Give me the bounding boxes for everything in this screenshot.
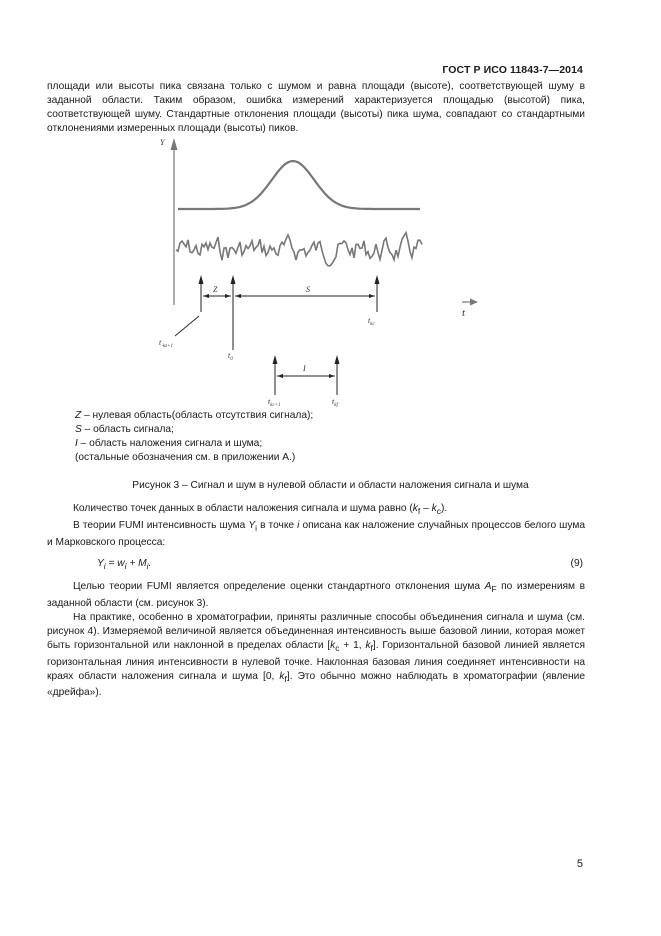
figure-legend [75,409,313,465]
arrow-t-kf [335,355,340,364]
legend-item-i: I – область наложения сигнала и шума; [75,437,263,449]
formula-9: $Y_i = w_i + M_i$. [97,558,152,572]
label-t-kf: $t_{kf}$ [332,397,338,408]
arrow-t0 [231,275,236,284]
body-paragraphs-1 [47,502,585,550]
paragraph-fumi-goal: Целью теории FUMI является определение оценки стандартного отклонения шума $A_F$ по измерениям в заданной области (см. рисунок 3). [47,581,585,609]
arrow-t-kc [375,275,380,284]
intro-paragraph: площади или высоты пика связана только с шумом и равна площади (высоте), соответствующей шуму в заданной области. Таким образом, ошибка измерений характеризуется площадью (высотой) пика, соответствующей шуму. Стандартные отклонения площади (высоты) пика шума, совпадают со стандартными отклонениями измеренных площади (высоты) пиков. [47,81,585,134]
arrow-t-kz1 [199,275,204,284]
label-t-kc1: $t_{kc+1}$ [268,397,281,408]
label-t-kz1: $t_{-kz+1}$ [159,338,173,349]
z-label: Z [213,285,218,294]
body-paragraphs-2 [47,580,585,700]
signal-curve [178,161,420,209]
figure-caption: Рисунок 3 – Сигнал и шум в нулевой области и области наложения сигнала и шума [132,480,529,491]
arrow-t-kc1 [273,355,278,364]
noise-trace [176,233,422,266]
y-axis-arrow [171,138,178,150]
t-axis-label: t [462,307,466,319]
paragraph-points-count: Количество точек данных в области наложения сигнала и шума равно $(k_f - k_c)$. [73,503,448,517]
legend-note: (остальные обозначения см. в приложении А.) [75,451,296,463]
page-number: 5 [576,858,583,870]
legend-item-s: S – область сигнала; [75,423,174,435]
paragraph-baseline: На практике, особенно в хроматографии, приняты различные способы объединения сигнала и шума (см. рисунок 4). Измеряемой величиной является объединенная интенсивность выше базовой линии, которая может быть горизонтальной или наклонной в пределах области [$k_c + 1$, $k_f$]. Горизонтальной базовой линией является горизонтальная линия интенсивности в нулевой точке. Наклонная базовая линия соединяет интенсивности на краях области наложения сигнала и шума [0, $k_f$]. Это обычно можно наблюдать в хроматографии (явление «дрейфа»). [47,611,585,699]
t-axis-arrow [470,299,478,306]
label-t-kc: $t_{kc}$ [368,316,375,327]
equation-number: (9) [570,558,583,569]
y-axis-label: Y [160,138,165,147]
paragraph-fumi-noise: В теории FUMI интенсивность шума $Y_i$ в точке i описана как наложение случайных процессов белого шума и Марковского процесса: [47,519,585,548]
document-header: ГОСТ Р ИСО 11843-7—2014 [442,64,583,76]
s-label: S [306,285,310,294]
legend-item-z: Z – нулевая область(область отсутствия сигнала); [75,410,314,421]
leader-t-kz1 [175,316,199,336]
i-label: I [303,364,306,373]
label-t0: $t_0$ [228,351,233,362]
